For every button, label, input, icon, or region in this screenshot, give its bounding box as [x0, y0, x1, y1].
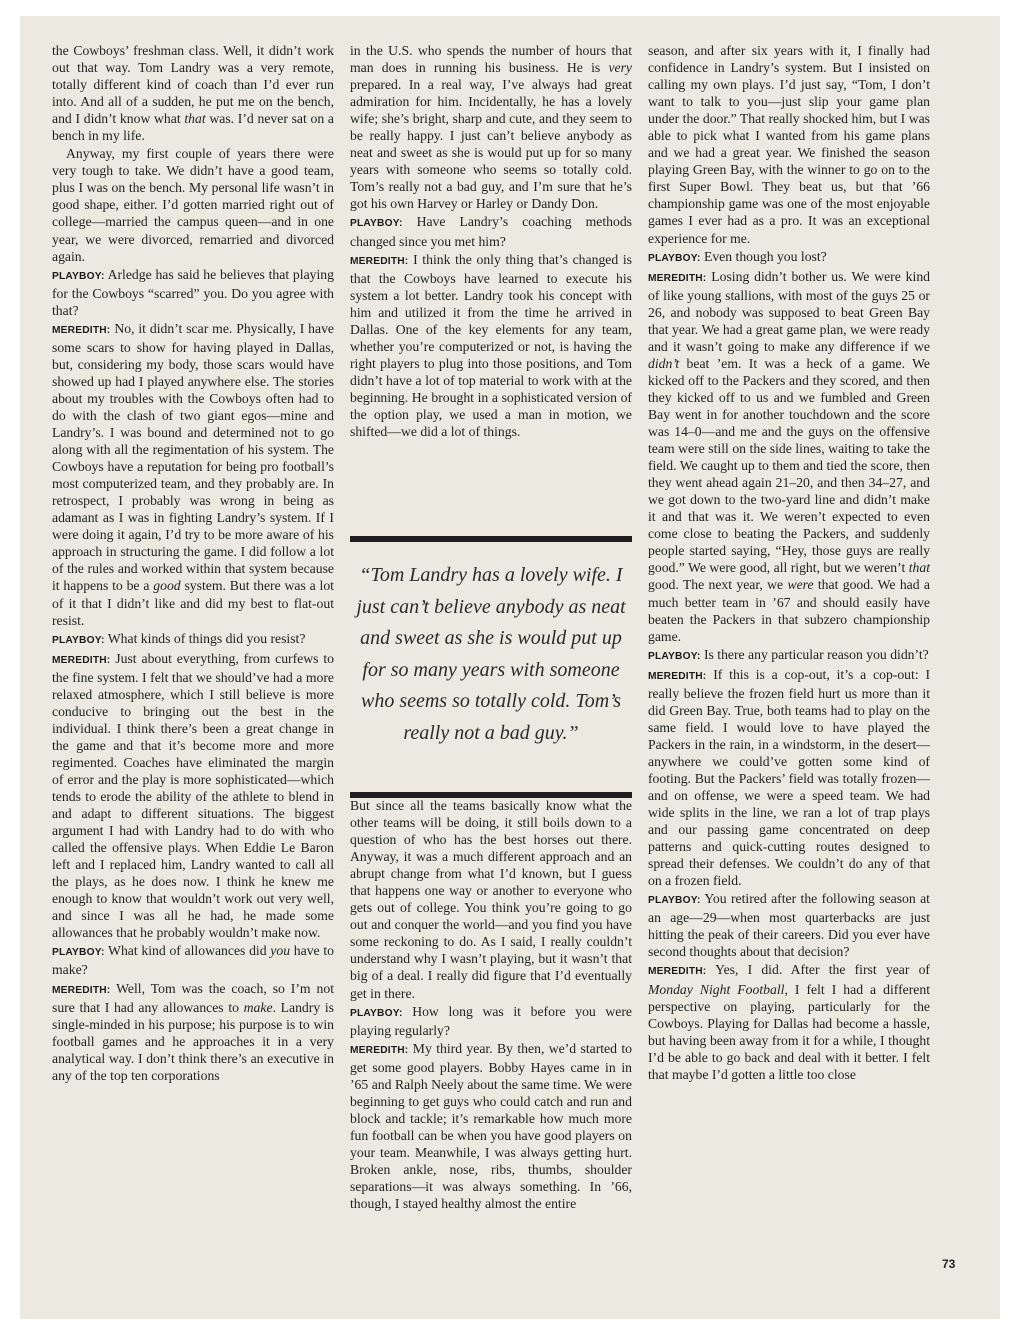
paragraph-text: Anyway, my first couple of years there were very tough to take. We didn’t have a good team, plus I was on the bench. My personal life wasn’t in good shape, either. I’d gotten married right out of college—married the campus queen—and in one year, we were divorced, remarried and divorced again. [52, 146, 334, 264]
speaker-label: MEREDITH: [350, 1044, 409, 1056]
paragraph-text: My third year. By then, we’d started to get some good players. Bobby Hayes came in in ’65 and Ralph Neely about the same time. We were beginning to get guys who could catch and run and block and tackle; it’s remarkable how much more fun football can be when you have good players on your team. Meanwhile, I was always getting hurt. Broken ankle, nose, ribs, thumbs, shoulder separations—it was always something. In ’66, though, I stayed healthy almost the entire [350, 1040, 632, 1212]
speaker-label: MEREDITH: [648, 966, 707, 978]
paragraph [648, 268, 930, 645]
paragraph-text: Even though you lost? [703, 248, 827, 264]
paragraph-text: What kinds of things did you resist? [107, 630, 306, 646]
paragraph [52, 145, 334, 264]
speaker-label: PLAYBOY: [648, 252, 701, 264]
paragraph [52, 630, 334, 649]
speaker-label: MEREDITH: [648, 272, 707, 284]
paragraph-text: I think the only thing that’s changed is that the Cowboys have learned to execute his system a lot better. Landry took his concept with him and utilized it from the time he arrived in Dallas. One of the key elements for any team, whether you’re computerized or not, is having the right players to plug into those positions, and Tom didn’t have a lot of top material to work with at the beginning. He brought in a sophisticated version of the option play, we used a man in motion, we shifted—we did a lot of things. [350, 251, 632, 440]
magazine-page [20, 16, 1000, 1319]
paragraph [648, 248, 930, 267]
text-column-1 [52, 42, 334, 1085]
paragraph [350, 213, 632, 249]
paragraph [350, 797, 632, 1002]
paragraph-text: But since all the teams basically know what the other teams will be doing, it still boils down to a question of who has the best horses out there. Anyway, it was a much different approach and an abrupt change from what I’d known, but I guess that happens one way or another to everyone who gets out of college. You think you’re going to go out and conquer the world—and you find you have some reckoning to do. As I said, I really couldn’t understand why I wasn’t playing, but it wasn’t that big of a deal. I really did figure that I’d eventually get in there. [350, 798, 632, 1001]
paragraph-text: Well, Tom was the coach, so I’m not sure that I had any allowances to make. Landry is single-minded in his purpose; his purpose is to win football games and he approaches it in a very analytical way. I don’t think there’s an executive in any of the top ten corporations [52, 980, 334, 1083]
pull-quote-box [350, 536, 632, 798]
speaker-label: MEREDITH: [52, 324, 111, 336]
speaker-label: PLAYBOY: [350, 1007, 403, 1019]
text-column-3 [648, 42, 930, 1084]
paragraph [52, 650, 334, 942]
speaker-label: PLAYBOY: [648, 895, 701, 907]
paragraph-text: Arledge has said he believes that playing for the Cowboys “scarred” you. Do you agree with that? [52, 266, 334, 318]
speaker-label: PLAYBOY: [350, 218, 403, 230]
speaker-label: PLAYBOY: [52, 270, 105, 282]
paragraph [648, 890, 930, 960]
paragraph-text: Yes, I did. After the first year of Monday Night Football, I felt I had a different perspective on playing, particularly for the Cowboys. Playing for Dallas had become a hassle, but having been away from it for a while, I thought I’d be able to go back and deal with it better. I felt that maybe I’d gotten a little too close [648, 962, 930, 1082]
text-column-2-top [350, 42, 632, 441]
paragraph [350, 251, 632, 441]
paragraph-text: season, and after six years with it, I finally had confidence in Landry’s system. But I insisted on calling my own plays. I’d just say, “Tom, I don’t want to talk to you—just slip your game plan under the door.” That really shocked him, but I was able to pick what I wanted from his game plans and we had a great year. We finished the season playing Green Bay, with the winner to go on to the first Super Bowl. They beat us, but that ’66 championship game was one of the most enjoyable games I ever had as a pro. It was an exceptional experience for me. [648, 43, 930, 246]
paragraph-text: the Cowboys’ freshman class. Well, it didn’t work out that way. Tom Landry was a very remote, totally different kind of coach than I’d ever run into. And all of a sudden, he put me on the bench, and I didn’t know what that was. I’d never sat on a bench in my life. [52, 43, 334, 144]
paragraph-text: If this is a cop-out, it’s a cop-out: I really believe the frozen field hurt us more than it did Green Bay. True, both teams had to play on the same field. I would love to have played the Packers in the rain, in a windstorm, in the desert—anywhere we could’ve gotten some kind of footing. But the Packers’ field was totally frozen—and on offense, we were a speed team. We had wide splits in the line, we ran a lot of trap plays and our passing game concentrated on deep patterns and quick-cutting routes designed to spread their defenses. We couldn’t do any of that on a frozen field. [648, 666, 931, 889]
speaker-label: MEREDITH: [52, 984, 111, 996]
paragraph [52, 42, 334, 144]
paragraph [648, 961, 930, 1082]
speaker-label: MEREDITH: [52, 654, 111, 666]
speaker-label: PLAYBOY: [52, 947, 105, 959]
paragraph-text: Losing didn’t bother us. We were kind of like young stallions, with most of the guys 25 or 26, and nobody was supposed to beat Green Bay that year. We had a great game plan, we were ready and it wasn’t going to make any difference if we didn’t beat ’em. It was a heck of a game. We kicked off to the Packers and they scored, and then they kicked off to us and we fumbled and Green Bay went in for another touchdown and the score was 14–0—and me and the guys on the offensive team were still on the side lines, waiting to take the field. We caught up to them and tied the score, then they went ahead again 21–20, and then 34–27, and we got down to the two-yard line and didn’t make it and that was it. We weren’t expected to even come close to beating the Packers, and suddenly people started saying, “Hey, those guys are really good.” We were good, all right, but we weren’t that good. The next year, we were that good. We had a much better team in ’67 and should easily have beaten the Packers in that subzero championship game. [648, 268, 931, 644]
paragraph [648, 666, 930, 890]
paragraph [52, 266, 334, 319]
page-number: 73 [942, 1257, 956, 1271]
paragraph [648, 42, 930, 247]
text-column-2-bottom [350, 797, 632, 1213]
paragraph [52, 980, 334, 1084]
paragraph-text: in the U.S. who spends the number of hours that man does in running his business. He is very prepared. In a real way, I’ve always had great admiration for him. Incidentally, he has a lovely wife; she’s bright, sharp and cute, and they seem to be really happy. I just can’t believe anybody as neat and sweet as she is would put up for so many years with someone who seems so totally cold. Tom’s really not a bad guy, and I’m sure that he’s got his own Harvey or Harley or Dandy Don. [350, 43, 632, 212]
pull-quote-text: “Tom Landry has a lovely wife. I just can’t believe anybody as neat and sweet as she is would put up for so many years with someone who seems so totally cold. Tom’s really not a bad guy.” [356, 564, 626, 744]
paragraph-text: How long was it before you were playing regularly? [350, 1003, 633, 1038]
speaker-label: PLAYBOY: [648, 650, 701, 662]
paragraph [350, 42, 632, 212]
paragraph [52, 942, 334, 978]
speaker-label: MEREDITH: [350, 255, 409, 267]
paragraph-text: Just about everything, from curfews to the fine system. I felt that we should’ve had a more relaxed atmosphere, which I still believe is more conducive to bringing out the best in the individual. I think there’s been a great change in the game and that it’s become more and more regimented. Coaches have eliminated the margin of error and the play is more sophisticated—which tends to erode the ability of the athlete to blend in and adapt to different situations. The biggest argument I had with Landry had to do with who called the offensive plays. When Eddie Le Baron left and I replaced him, Landry wanted to call all the plays, as he does now. I think he knew me enough to know that wouldn’t work out very well, and since I was all he had, he made some allowances that he probably wouldn’t make now. [52, 650, 334, 941]
paragraph-text: Have Landry’s coaching methods changed since you met him? [350, 214, 632, 249]
paragraph-text: You retired after the following season at an age—29—when most quarterbacks are just hitting the peak of their careers. Did you ever have second thoughts about that decision? [648, 891, 930, 960]
paragraph-text: What kind of allowances did you have to make? [52, 943, 334, 978]
paragraph [350, 1040, 632, 1212]
paragraph-text: Is there any particular reason you didn’t? [703, 646, 929, 662]
speaker-label: PLAYBOY: [52, 634, 105, 646]
paragraph [350, 1003, 632, 1039]
paragraph [648, 646, 930, 665]
paragraph-text: No, it didn’t scar me. Physically, I have some scars to show for having played in Dallas, but, considering my body, those scars would have showed up had I played anywhere else. The stories about my troubles with the Cowboys often had to do with the clash of two giant egos—mine and Landry’s. I was bound and determined not to go along with all the regimentation of his system. The Cowboys have a reputation for being pro football’s most computerized team, and they probably are. In retrospect, I probably was wrong in being as adamant as I was in fighting Landry’s system. If I were doing it again, I’d try to be more aware of his approach in structuring the game. I did follow a lot of the rules and worked within that system because it happens to be a good system. But there was a lot of it that I didn’t like and did my best to flat-out resist. [52, 320, 334, 628]
speaker-label: MEREDITH: [648, 670, 707, 682]
paragraph [52, 320, 334, 629]
